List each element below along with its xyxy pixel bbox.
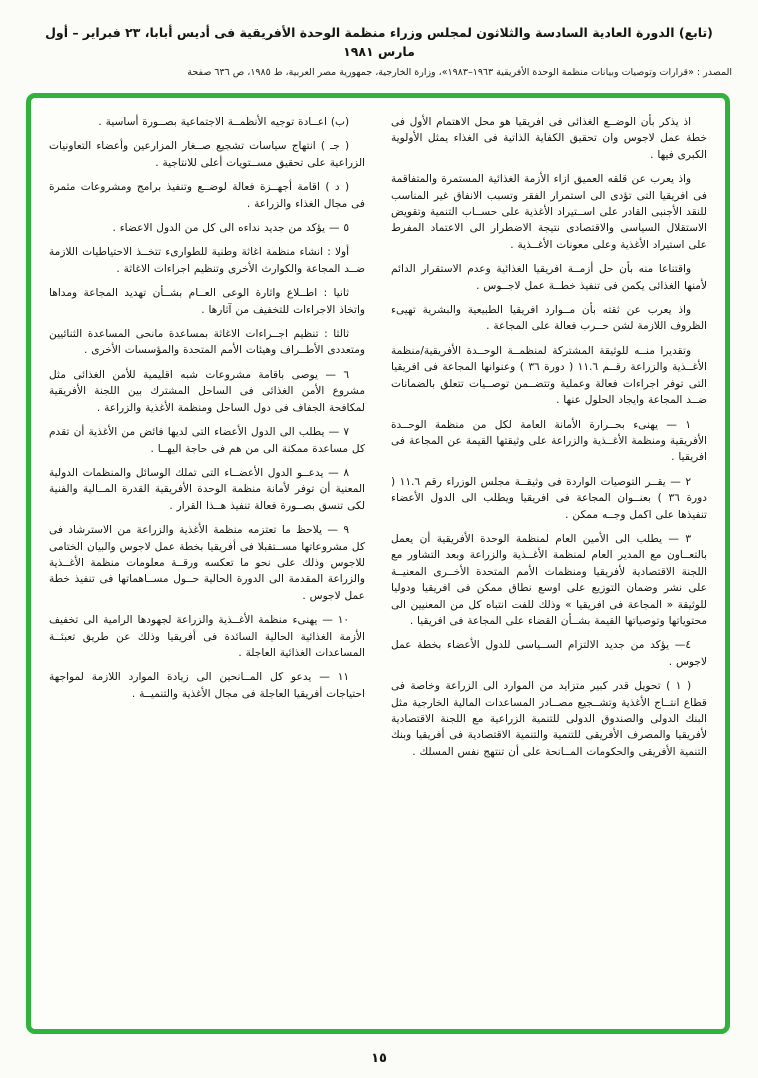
paragraph: ( د ) اقامة أجهــزة فعالة لوضــع وتنفيذ برامج ومشروعات مثمرة فى مجال الغذاء والزراعة . [49, 181, 365, 210]
paragraph: ( ١ ) تحويل قدر كبير متزايد من الموارد الى الزراعة وخاصة فى قطاع انتــاج الأغذية وتشــجيع مصــادر المساعدات المالية الخارجية مثل البنك الدولى والصندوق الدولى للتنمية الزراعية مع اللجنة الاقتصادية لأفريقيا والمصرف الأفريقى للتنمية والتنمية الاقتصادية فى أفريقيا وبنك التنمية الأفريقى والحكومات المــانحة على أن تنتهج نفس المسلك . [391, 680, 707, 758]
paragraph: ٣ — يطلب الى الأمين العام لمنظمة الوحدة الأفريقية أن يعمل بالتعــاون مع المدير العام لمنظمة الأغــذية والزراعة وبعد التشاور مع اللجنة الاقتصادية لأفريقيا ومنظمات الأمم المتحدة الأخــرى المعنيــة على نشر وضمان التوزيع على اوسع نطاق ممكن فى افريقيا ودوليا للوثيقة « المجاعة فى افريقيا » وذلك للفت انتباه كل من المعنيين الى محتوياتها وتوصياتها القيمة بشــأن القضاء على المجاعة فى افريقيا . [391, 532, 707, 627]
paragraph: ثالثا : تنظيم اجــراءات الاغاثة بمساعدة مانحى المساعدة الثنائيين ومتعددى الأطــراف وهيئات الأمم المتحدة والمؤسسات الأخرى . [49, 328, 365, 357]
header-source-line: المصدر : «قرارات وتوصيات وبيانات منظمة الوحدة الأفريقية ١٩٦٣–١٩٨٣»، وزارة الخارجية، جمهورية مصر العربية، ط ١٩٨٥، ص ٦٣٦ صفحة [187, 66, 732, 78]
paragraph: ١٠ — يهنىء منظمة الأغــذية والزراعة لجهودها الرامية الى تخفيف الأزمة الغذائية الحالية السائدة فى أفريقيا وذلك عن طريق تعبئــة المساعدات الغذائية العاجلة . [49, 614, 365, 659]
paragraph: ٨ — يدعــو الدول الأعضــاء التى تملك الوسائل والمنظمات الدولية المعنية أن توفر لأمانة منظمة الوحدة الأفريقية القدرة المــالية والفنية لكى تنسق بصــورة فعالة تنفيذ هــذا القرار . [49, 466, 365, 512]
right-column [391, 114, 707, 1021]
paragraph: اذ يذكر بأن الوضــع الغذائى فى افريقيا هو محل الاهتمام الأول فى خطة عمل لاجوس وان تحقيق الكفاية الذاتية فى الغذاء يمثل الأولوية الكبرى فيها . [391, 116, 707, 161]
paragraph: وتقديرا منــه للوثيقة المشتركة لمنظمــة الوحــدة الأفريقية/منظمة الأغــذية والزراعة رقــم ١١.٦ ( دورة ٣٦ ) وعنوانها المجاعة فى افريقيا التى توفر اجراءات فعالة وعملية وتتضــمن توصــيات تتعلق بالضمانات ضــد المجاعة وايجاد الحلول عنها . [391, 344, 707, 407]
page-header [0, 0, 758, 78]
paragraph: ١١ — يدعو كل المــانحين الى زيادة الموارد اللازمة لمواجهة احتياجات أفريقيا العاجلة فى مجال الأغذية والتنميــة . [49, 671, 365, 700]
paragraph: ١ — يهنىء بحــرارة الأمانة العامة لكل من منظمة الوحــدة الأفريقية ومنظمة الأغــذية والزراعة على وثيقتها القيمة عن المجاعة فى افريقيا . [391, 418, 707, 464]
paragraph: ( جـ ) انتهاج سياسات تشجيع صــغار المزارعين وأعضاء التعاونيات الزراعية على تحقيق مســتويات أعلى للانتاجية . [49, 140, 365, 169]
paragraph: ٧ — يطلب الى الدول الأعضاء التى لديها فائض من الأغذية أن تقدم كل مساعدة ممكنة الى من هم فى حاجة اليهــا . [49, 426, 365, 455]
paragraph: ٢ — يقــر التوصيات الواردة فى وثيقــة مجلس الوزراء رقم ١١.٦ ( دورة ٣٦ ) بعنــوان المجاعة فى افريقيا ويطلب الى الدول الأعضاء تنفيذها على اكمل وجــه ممكن . [391, 475, 707, 521]
paragraph: ٩ — يلاحظ ما تعتزمه منظمة الأغذية والزراعة من الاسترشاد فى كل مشروعاتها مســتقبلا فى أفريقيا بخطة عمل لاجوس والبيان الختامى للاجوس وذلك على نحو ما تعكسه ورقــة معلومات منظمة الأغــذية والزراعة المقدمة الى الدورة الحالية حــول مســاهماتها فى تنفيذ خطة عمل لاجوس . [49, 524, 365, 602]
paragraph: واقتناعا منه بأن حل أزمــة افريقيا الغذائية وعدم الاستقرار الدائم لأمنها الغذائى يكمن فى تنفيذ خطــة عمل لاجــوس . [391, 263, 707, 292]
paragraph: أولا : انشاء منظمة اغاثة وطنية للطوارىء تتخــذ الاحتياطيات اللازمة ضــد المجاعة والكوارث الأخرى وتنظيم اجراءات الاغاثة . [49, 246, 365, 275]
paragraph: واذ يعرب عن قلقه العميق ازاء الأزمة الغذائية المستمرة والمتفاقمة فى افريقيا التى تؤدى الى استمرار الفقر وتسبب الانفاق غير المناسب للنقد الأجنبى القادر على اســتيراد الأغذية على حســاب التنمية وتقويض الاستقلال السياسى والاقتصادى نتيجة الاضطرار الى الاعتماد المفرط على استيراد الأغذية وعلى معونات الأغــذية . [391, 173, 707, 251]
page-number: ١٥ [371, 1051, 387, 1066]
paragraph: ثانيا : اطــلاع واثارة الوعى العــام بشــأن تهديد المجاعة ومداها واتخاذ الاجراءات للتخفيف من آثارها . [49, 287, 365, 316]
paragraph: ٦ — يوصى باقامة مشروعات شبه اقليمية للأمن الغذائى مثل مشروع الأمن الغذائى فى الساحل المشترك بين اللجنة الأفريقية لمكافحة الجفاف فى دول الساحل ومنظمة الأغذية والزراعة . [49, 368, 365, 414]
paragraph: ٤— يؤكد من جديد الالتزام الســياسى للدول الأعضاء بخطة عمل لاجوس . [391, 639, 707, 668]
two-column-text [49, 114, 707, 1021]
header-title: (تابع) الدورة العادية السادسة والثلاثون لمجلس وزراء منظمة الوحدة الأفريقية فى أديس أبابا، ٢٣ فبراير – أول مارس ١٩٨١ [45, 25, 713, 59]
green-border-box [26, 93, 730, 1034]
paragraph: واذ يعرب عن ثقته بأن مــوارد افريقيا الطبيعية والبشرية تهيىء الظروف اللازمة لشن حــرب فعالة على المجاعة . [391, 304, 707, 333]
left-column [49, 114, 365, 1021]
paragraph: (ب) اعــادة توجيه الأنظمــة الاجتماعية بصــورة أساسية . [98, 116, 350, 128]
paragraph: ٥ — يؤكد من جديد نداءه الى كل من الدول الاعضاء . [112, 222, 350, 235]
